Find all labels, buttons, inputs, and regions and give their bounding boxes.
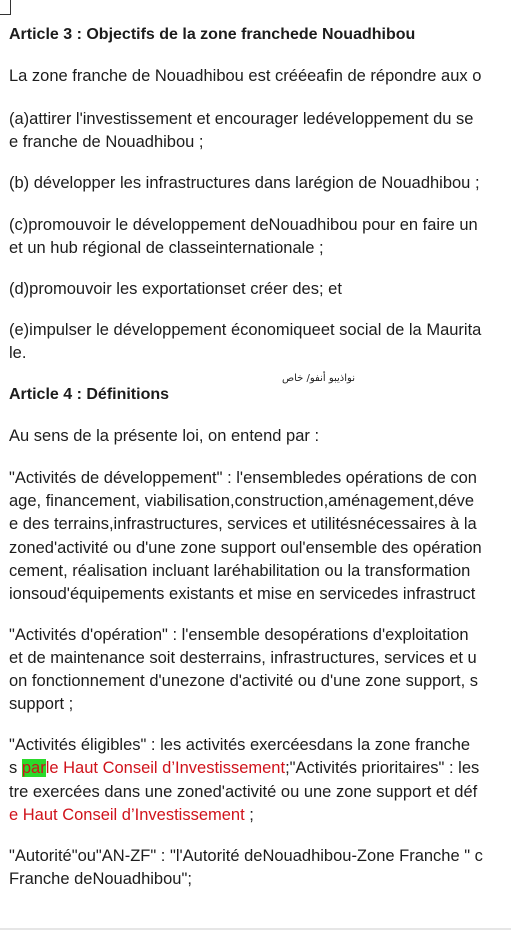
article-3-intro: La zone franche de Nouadhibou est crééeafin de répondre aux o xyxy=(9,67,482,85)
article-3-item-b-line-1: (b) développer les infrastructures dans larégion de Nouadhibou ; xyxy=(9,174,480,192)
definition-eligible-line-2-start: s xyxy=(9,759,22,777)
definition-eligible-line-1: "Activités éligibles" : les activités exercéesdans la zone franche xyxy=(9,736,471,754)
article-4-intro: Au sens de la présente loi, on entend par : xyxy=(9,427,320,445)
red-text-council-2: e Haut Conseil d’Investissement xyxy=(9,806,245,824)
red-text-council: le Haut Conseil d’Investissement xyxy=(45,759,286,777)
definition-development-line-2: age, financement, viabilisation,construction,aménagement,déve xyxy=(9,492,475,510)
definition-development-line-3: e des terrains,infrastructures, services et utilitésnécessaires à la xyxy=(9,515,477,533)
article-3-item-e-line-2: le. xyxy=(9,344,27,362)
article-3-item-e-line-1: (e)impulser le développement économiqueet social de la Maurita xyxy=(9,321,482,339)
definition-operation-line-1: "Activités d'opération" : l'ensemble desopérations d'exploitation xyxy=(9,626,469,644)
highlighted-word: par xyxy=(21,759,46,777)
definition-operation-line-3: on fonctionnement d'unezone d'activité ou d'une zone support, s xyxy=(9,672,479,690)
article-3-title: Article 3 : Objectifs de la zone franchede Nouadhibou xyxy=(9,26,416,43)
definition-authority-line-1: "Autorité"ou"AN-ZF" : "l'Autorité deNouadhibou-Zone Franche " c xyxy=(9,847,483,865)
definition-development-line-1: "Activités de développement" : l'ensembledes opérations de con xyxy=(9,469,477,487)
definition-development-line-6: ionsoud'équipements existants et mise en servicedes infrastruct xyxy=(9,585,476,603)
definition-eligible-line-2 xyxy=(9,757,479,779)
definition-eligible-line-4-end: ; xyxy=(244,806,254,824)
bottom-edge xyxy=(0,928,511,930)
definition-eligible-line-4 xyxy=(9,804,254,826)
article-3-item-c-line-2: et un hub régional de classeinternationale ; xyxy=(9,239,324,257)
article-3-item-d-line-1: (d)promouvoir les exportationset créer des; et xyxy=(9,280,342,298)
article-3-item-a-line-2: e franche de Nouadhibou ; xyxy=(9,133,204,151)
definition-development-line-5: cement, réalisation incluant laréhabilitation ou la transformation xyxy=(9,562,471,580)
article-3-item-c-line-1: (c)promouvoir le développement deNouadhibou pour en faire un xyxy=(9,216,478,234)
article-3-item-a-line-1: (a)attirer l'investissement et encourager ledéveloppement du se xyxy=(9,110,474,128)
definition-operation-line-4: support ; xyxy=(9,695,74,713)
definition-operation-line-2: et de maintenance soit desterrains, infrastructures, services et u xyxy=(9,649,477,667)
definition-development-line-4: zoned'activité ou d'une zone support oul'ensemble des opération xyxy=(9,539,482,557)
definition-priority-start: ;"Activités prioritaires" : les xyxy=(285,759,480,777)
definition-authority-line-2: Franche deNouadhibou"; xyxy=(9,870,192,888)
definition-eligible-line-3: tre exercées dans une zoned'activité ou une zone support et déf xyxy=(9,783,478,801)
article-4-title: Article 4 : Définitions xyxy=(9,386,170,403)
handwritten-note: نواذيبو أنفو/ خاص xyxy=(282,373,355,384)
